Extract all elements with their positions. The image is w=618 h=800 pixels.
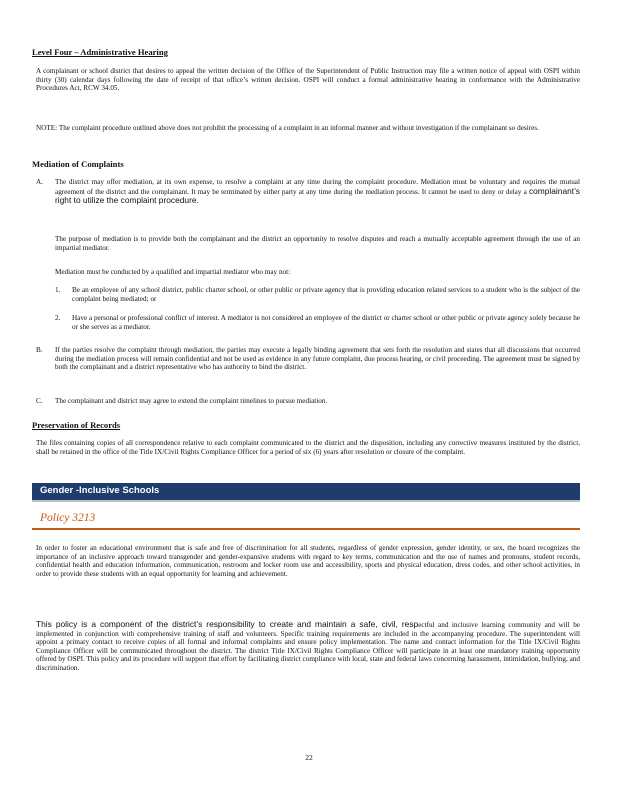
level-four-heading: Level Four – Administrative Hearing: [32, 47, 168, 57]
policy-title: Policy 3213: [40, 512, 96, 524]
list-marker-c: C.: [36, 397, 43, 405]
gender-paragraph-2-lead: This policy is a component of the district’s responsibility to create and maintain a safe, civil, resp: [36, 619, 419, 629]
policy-divider: [32, 528, 580, 530]
mediation-item-a-tail: complainant’s right to utilize the complaint procedure.: [55, 185, 580, 206]
mediation-conducted: Mediation must be conducted by a qualified and impartial mediator who may not:: [55, 268, 291, 276]
list-marker-b: B.: [36, 346, 43, 354]
mediation-item-a: [55, 178, 580, 206]
level-four-paragraph: A complainant or school district that desires to appeal the written decision of the Office of the Superintendent of Public Instruction may file a written notice of appeal with OSPI within thirty (30) calendar days following the date of receipt of that office’s written decision. OSPI will conduct a formal administrative hearing in conformance with the Administrative Procedures Act, RCW 34.05.: [36, 67, 580, 93]
mediation-heading: Mediation of Complaints: [32, 159, 124, 169]
mediation-subitem-1: Be an employee of any school district, public charter school, or other public or private agency that is providing education related services to a student who is the subject of the complaint being mediated; or: [72, 286, 580, 303]
list-marker-2: 2.: [55, 314, 61, 322]
records-paragraph: The files containing copies of all correspondence relative to each complaint communicated to the district and the disposition, including any corrective measures instituted by the district, shall be retained in the office of the Title IX/Civil Rights Compliance Officer for a period of six (6) years after resolution or closure of the complaint.: [36, 439, 580, 456]
mediation-item-b: If the parties resolve the complaint through mediation, the parties may execute a legally binding agreement that sets forth the resolution and states that all discussions that occurred during the mediation process will remain confidential and not be used as evidence in any future complaint, due process hearing, or civil proceeding. The agreement must be signed by both the complainant and a district representative who has authority to bind the district.: [55, 346, 580, 372]
gender-paragraph-2: [36, 620, 580, 673]
records-heading: Preservation of Records: [32, 420, 121, 430]
mediation-subitem-2: Have a personal or professional conflict of interest. A mediator is not considered an employee of the district or charter school or other public or private agency solely because he or she serves as a mediator.: [72, 314, 580, 331]
mediation-item-c: The complainant and district may agree to extend the complaint timelines to pursue mediation.: [55, 397, 328, 405]
level-four-note: NOTE: The complaint procedure outlined above does not prohibit the processing of a complaint in an informal manner and without investigation if the complainant so desires.: [36, 124, 539, 132]
list-marker-1: 1.: [55, 286, 61, 294]
gender-paragraph-1: In order to foster an educational environment that is safe and free of discrimination for all students, regardless of gender expression, gender identity, or sex, the board recognizes the importance of an inclusive approach toward transgender and gender-expansive students with regard to key terms, communication and the use of names and pronouns, student records, confidential health and education information, communication, restroom and locker room use and accessibility, sports and physical education, dress codes, and other school activities, in order to provide these students with an equal opportunity for learning and achievement.: [36, 544, 580, 578]
section-banner: [32, 483, 580, 502]
page-number: 22: [305, 753, 313, 762]
mediation-item-a-text: The district may offer mediation, at its own expense, to resolve a complaint at any time during the complaint procedure. Mediation must be voluntary and requires the mutual agreement of the district and the complainant. It may be terminated by either party at any time during the mediation process. It cannot be used to deny or delay a: [55, 178, 580, 196]
list-marker-a: A.: [36, 178, 43, 186]
gender-paragraph-2-body: learning community and will be implemented in conjunction with comprehensive training of staff and volunteers. Specific training requirements are included in the accompanying procedure. The superintendent will appoint a primary contact to receive copies of all formal and informal complaints and ensure policy implementation. The name and contact information for the Title IX/Civil Rights Compliance Officer will be communicated throughout the district. The district Title IX/Civil Rights Compliance Officer will participate in at least one mandatory training opportunity offered by OSPI. This policy and its procedure will support that effort by facilitating district compliance with local, state and federal laws concerning harassment, intimidation, bullying, and discrimination.: [36, 621, 580, 672]
mediation-purpose: The purpose of mediation is to provide both the complainant and the district an opportunity to resolve disputes and reach a mutually acceptable agreement through the use of an impartial mediator.: [55, 235, 580, 252]
section-banner-title: Gender -Inclusive Schools: [40, 485, 160, 496]
gender-paragraph-2-lead-tail: ectful and inclusive: [418, 621, 478, 629]
